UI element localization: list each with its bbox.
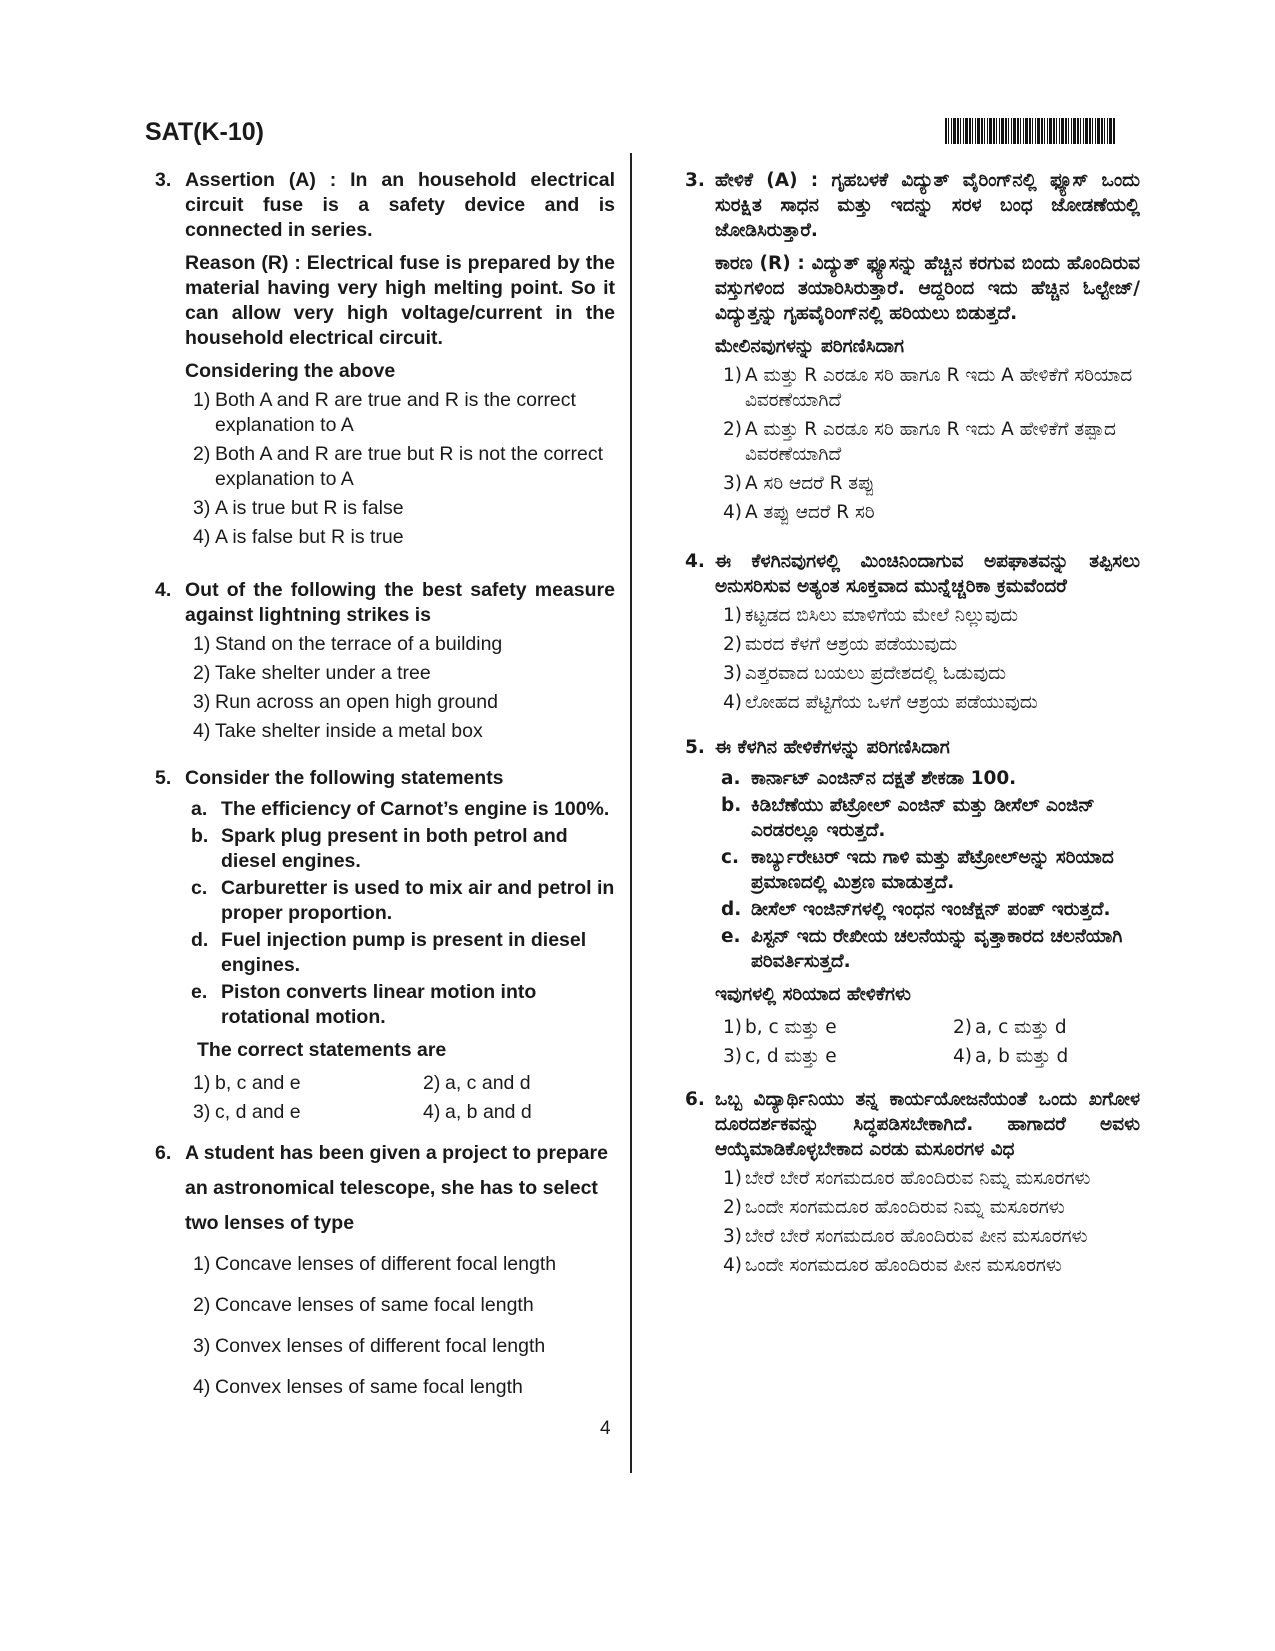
- option-4[interactable]: 4) A is false but R is true: [193, 526, 404, 548]
- option-3[interactable]: 3) A ಸರಿ ಆದರೆ R ತಪ್ಪು: [723, 473, 875, 494]
- option-1[interactable]: 1) ಕಟ್ಟಡದ ಬಿಸಿಲು ಮಾಳಿಗೆಯ ಮೇಲೆ ನಿಲ್ಲುವುದು: [723, 605, 1018, 626]
- assertion-text: Assertion (A) : In an household electrical circuit fuse is a safety device and is connected in series.: [185, 169, 615, 241]
- question-number: 3.: [685, 170, 705, 191]
- question-stem: ಒಬ್ಬ ವಿದ್ಯಾರ್ಥಿನಿಯು ತನ್ನ ಕಾರ್ಯಯೋಜನೆಯಂತೆ ಒಂದು ಖಗೋಳ ದೂರದರ್ಶಕವನ್ನು ಸಿದ್ಧಪಡಿಸಬೇಕಾಗಿದೆ. ಹಾಗಾದರೆ ಅವಳು ಆಯ್ಕೆಮಾಡಿಕೊಳ್ಳಬೇಕಾದ ಎರಡು ಮಸೂರಗಳ ವಿಧ: [715, 1089, 1140, 1160]
- option-3[interactable]: 3) c, d and e: [193, 1101, 301, 1123]
- option-1[interactable]: 1) Concave lenses of different focal length: [193, 1253, 557, 1275]
- question-number: 6.: [685, 1089, 705, 1110]
- question-3-kn: [685, 168, 1140, 525]
- question-stem-line: an astronomical telescope, she has to select: [185, 1177, 598, 1199]
- question-lead: ಇವುಗಳಲ್ಲಿ ಸರಿಯಾದ ಹೇಳಿಕೆಗಳು: [715, 984, 911, 1005]
- option-2[interactable]: 2) Take shelter under a tree: [193, 662, 431, 684]
- statement-d: d. Fuel injection pump is present in diesel engines.: [191, 929, 587, 976]
- question-number: 3.: [155, 169, 172, 191]
- option-2[interactable]: 2) Concave lenses of same focal length: [193, 1294, 534, 1316]
- english-column: [155, 168, 615, 1400]
- question-number: 4.: [685, 551, 705, 572]
- option-1[interactable]: 1) A ಮತ್ತು R ಎರಡೂ ಸರಿ ಹಾಗೂ R ಇದು A ಹೇಳಿಕೆಗೆ ಸರಿಯಾದ ವಿವರಣೆಯಾಗಿದೆ: [723, 365, 1133, 411]
- question-stem-line: A student has been given a project to prepare: [185, 1142, 608, 1164]
- option-3[interactable]: 3) Run across an open high ground: [193, 691, 498, 713]
- option-3[interactable]: 3) Convex lenses of different focal length: [193, 1335, 546, 1357]
- reason-text: ಕಾರಣ (R) : ವಿದ್ಯುತ್ ಫ್ಯೂಸನ್ನು ಹೆಚ್ಚಿನ ಕರಗುವ ಬಿಂದು ಹೊಂದಿರುವ ವಸ್ತುಗಳಿಂದ ತಯಾರಿಸಿರುತ್ತಾರೆ. ಆದ್ದರಿಂದ ಇದು ಹೆಚ್ಚಿನ ಓಲ್ಟೇಜ್/ವಿದ್ಯುತ್ತನ್ನು ಗೃಹವೈರಿಂಗ್‌ನಲ್ಲಿ ಹರಿಯಲು ಬಿಡುತ್ತದೆ.: [715, 253, 1140, 324]
- statement-c: c. ಕಾರ್ಬ್ಯುರೇಟರ್ ಇದು ಗಾಳಿ ಮತ್ತು ಪೆಟ್ರೋಲ್‌ಅನ್ನು ಸರಿಯಾದ ಪ್ರಮಾಣದಲ್ಲಿ ಮಿಶ್ರಣ ಮಾಡುತ್ತದೆ.: [721, 847, 1114, 893]
- option-2[interactable]: 2) ಒಂದೇ ಸಂಗಮದೂರ ಹೊಂದಿರುವ ನಿಮ್ನ ಮಸೂರಗಳು: [723, 1197, 1065, 1218]
- option-4[interactable]: 4) ಲೋಹದ ಪೆಟ್ಟಿಗೆಯ ಒಳಗೆ ಆಶ್ರಯ ಪಡೆಯುವುದು: [723, 692, 1038, 713]
- question-stem-line: two lenses of type: [185, 1212, 355, 1234]
- question-6-kn: [685, 1087, 1140, 1278]
- question-number: 5.: [685, 737, 705, 758]
- statement-e: e. ಪಿಸ್ಟನ್ ಇದು ರೇಖೀಯ ಚಲನೆಯನ್ನು ವೃತ್ತಾಕಾರದ ಚಲನೆಯಾಗಿ ಪರಿವರ್ತಿಸುತ್ತದೆ.: [721, 926, 1123, 972]
- statement-d: d. ಡೀಸೆಲ್ ಇಂಜಿನ್‌ಗಳಲ್ಲಿ ಇಂಧನ ಇಂಜೆಕ್ಷನ್ ಪಂಪ್ ಇರುತ್ತದೆ.: [721, 899, 1111, 920]
- statement-a: a. ಕಾರ್ನಾಟ್ ಎಂಜಿನ್‌ನ ದಕ್ಷತೆ ಶೇಕಡಾ 100.: [721, 768, 1017, 789]
- option-4[interactable]: 4) a, b ಮತ್ತು d: [953, 1046, 1069, 1067]
- question-number: 5.: [155, 767, 172, 789]
- statement-b: b. ಕಿಡಿಬೆಣೆಯು ಪೆಟ್ರೋಲ್ ಎಂಜಿನ್ ಮತ್ತು ಡೀಸೆಲ್ ಎಂಜಿನ್ ಎರಡರಲ್ಲೂ ಇರುತ್ತದೆ.: [721, 795, 1095, 841]
- question-lead: ಮೇಲಿನವುಗಳನ್ನು ಪರಿಗಣಿಸಿದಾಗ: [715, 336, 905, 357]
- option-1[interactable]: 1) ಬೇರೆ ಬೇರೆ ಸಂಗಮದೂರ ಹೊಂದಿರುವ ನಿಮ್ನ ಮಸೂರಗಳು: [723, 1168, 1091, 1189]
- option-3[interactable]: 3) ಎತ್ತರವಾದ ಬಯಲು ಪ್ರದೇಶದಲ್ಲಿ ಓಡುವುದು: [723, 663, 1007, 684]
- page-number: 4: [600, 1418, 611, 1439]
- option-3[interactable]: 3) ಬೇರೆ ಬೇರೆ ಸಂಗಮದೂರ ಹೊಂದಿರುವ ಪೀನ ಮಸೂರಗಳು: [723, 1226, 1088, 1247]
- option-3[interactable]: 3) c, d ಮತ್ತು e: [723, 1046, 837, 1067]
- question-stem: ಈ ಕೆಳಗಿನವುಗಳಲ್ಲಿ ಮಿಂಚಿನಿಂದಾಗುವ ಅಪಘಾತವನ್ನು ತಪ್ಪಿಸಲು ಅನುಸರಿಸುವ ಅತ್ಯಂತ ಸೂಕ್ತವಾದ ಮುನ್ನೆಚ್ಚರಿಕಾ ಕ್ರಮವೆಂದರೆ: [715, 551, 1140, 597]
- statement-c: c. Carburetter is used to mix air and petrol in proper proportion.: [191, 877, 615, 924]
- option-2[interactable]: 2) a, c ಮತ್ತು d: [953, 1017, 1067, 1038]
- statement-b: b. Spark plug present in both petrol and diesel engines.: [191, 825, 568, 872]
- option-3[interactable]: 3) A is true but R is false: [193, 497, 404, 519]
- option-1[interactable]: 1) Both A and R are true and R is the correct explanation to A: [193, 389, 576, 436]
- option-4[interactable]: 4) A ತಪ್ಪು ಆದರೆ R ಸರಿ: [723, 502, 875, 523]
- question-stem: Out of the following the best safety measure against lightning strikes is: [185, 579, 615, 626]
- question-4-kn: [685, 549, 1140, 715]
- option-1[interactable]: 1) b, c ಮತ್ತು e: [723, 1017, 837, 1038]
- option-4[interactable]: 4) Convex lenses of same focal length: [193, 1376, 523, 1398]
- question-4-en: [155, 578, 615, 744]
- option-2[interactable]: 2) Both A and R are true but R is not the correct explanation to A: [193, 443, 604, 490]
- barcode-icon: [945, 118, 1115, 144]
- question-stem: Consider the following statements: [185, 767, 504, 789]
- statement-a: a. The efficiency of Carnot’s engine is 100%.: [191, 798, 610, 820]
- question-5-kn: [685, 735, 1140, 1069]
- option-4[interactable]: 4) ಒಂದೇ ಸಂಗಮದೂರ ಹೊಂದಿರುವ ಪೀನ ಮಸೂರಗಳು: [723, 1255, 1062, 1276]
- statement-e: e. Piston converts linear motion into rotational motion.: [191, 981, 537, 1028]
- option-4[interactable]: 4) a, b and d: [423, 1101, 532, 1123]
- question-stem: ಈ ಕೆಳಗಿನ ಹೇಳಿಕೆಗಳನ್ನು ಪರಿಗಣಿಸಿದಾಗ: [715, 737, 950, 758]
- option-4[interactable]: 4) Take shelter inside a metal box: [193, 720, 483, 742]
- column-divider: [630, 153, 632, 1473]
- question-5-en: [155, 766, 615, 1125]
- assertion-text: ಹೇಳಿಕೆ (A) : ಗೃಹಬಳಕೆ ವಿದ್ಯುತ್ ವೈರಿಂಗ್‌ನಲ್ಲಿ ಫ್ಯೂಸ್ ಒಂದು ಸುರಕ್ಷಿತ ಸಾಧನ ಮತ್ತು ಇದನ್ನು ಸರಳ ಬಂಧ ಜೋಡಣೆಯಲ್ಲಿ ಜೋಡಿಸಿರುತ್ತಾರೆ.: [715, 170, 1140, 241]
- question-number: 4.: [155, 579, 172, 601]
- question-lead: Considering the above: [185, 360, 396, 382]
- question-6-en: [155, 1141, 615, 1400]
- option-2[interactable]: 2) a, c and d: [423, 1072, 531, 1094]
- option-2[interactable]: 2) A ಮತ್ತು R ಎರಡೂ ಸರಿ ಹಾಗೂ R ಇದು A ಹೇಳಿಕೆಗೆ ತಪ್ಪಾದ ವಿವರಣೆಯಾಗಿದೆ: [723, 419, 1116, 465]
- option-2[interactable]: 2) ಮರದ ಕೆಳಗೆ ಆಶ್ರಯ ಪಡೆಯುವುದು: [723, 634, 958, 655]
- question-lead: The correct statements are: [197, 1039, 447, 1061]
- option-1[interactable]: 1) b, c and e: [193, 1072, 301, 1094]
- question-3-en: [155, 168, 615, 550]
- question-number: 6.: [155, 1142, 172, 1164]
- reason-text: Reason (R) : Electrical fuse is prepared by the material having very high melting point. So it can allow very high voltage/current in the household electrical circuit.: [185, 252, 615, 349]
- kannada-column: [685, 168, 1140, 1278]
- option-1[interactable]: 1) Stand on the terrace of a building: [193, 633, 503, 655]
- page-code: SAT(K-10): [145, 118, 264, 146]
